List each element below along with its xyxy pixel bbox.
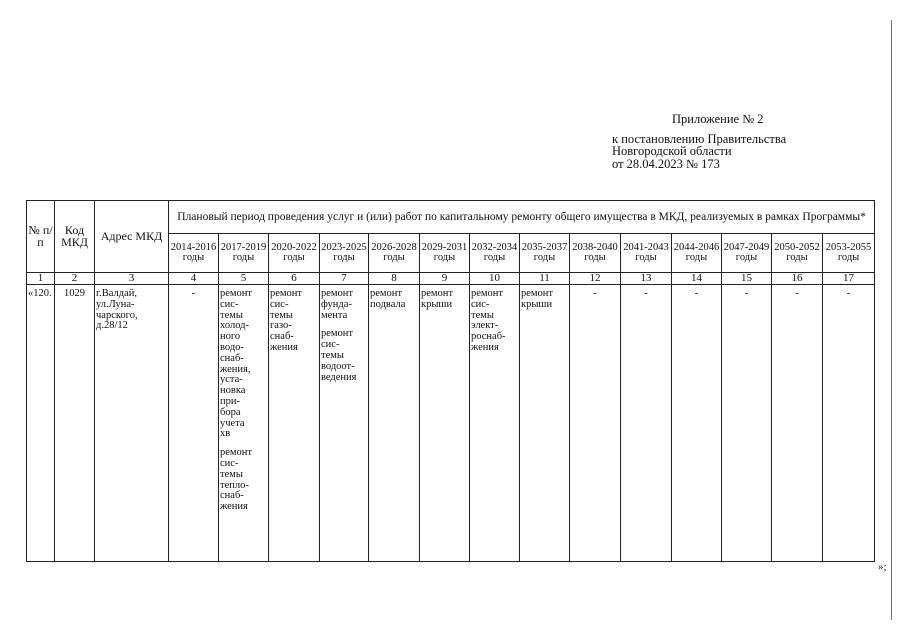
- annex-line-1: к постановлению Правительства: [612, 131, 787, 146]
- period-header: 2017-2019 годы: [219, 234, 269, 273]
- period-header: 2053-2055 годы: [823, 234, 875, 273]
- period-header: 2020-2022 годы: [269, 234, 320, 273]
- column-number: 6: [269, 273, 320, 285]
- row-code: 1029: [55, 285, 95, 562]
- column-number: 7: [320, 273, 369, 285]
- cell-2020-2022: [269, 285, 320, 562]
- column-number: 12: [570, 273, 621, 285]
- column-number: 4: [169, 273, 219, 285]
- period-header: 2050-2052 годы: [772, 234, 823, 273]
- period-header: 2023-2025 годы: [320, 234, 369, 273]
- row-number: «120.: [27, 285, 55, 562]
- cell-2032-2034: [470, 285, 520, 562]
- annex-title: Приложение № 2: [672, 112, 764, 126]
- header-address: Адрес МКД: [95, 201, 169, 273]
- cell-2050-2052: -: [772, 285, 823, 562]
- period-header: 2041-2043 годы: [621, 234, 672, 273]
- column-number: 2: [55, 273, 95, 285]
- column-number: 8: [369, 273, 420, 285]
- period-header: 2038-2040 годы: [570, 234, 621, 273]
- column-number: 15: [722, 273, 772, 285]
- period-header: 2032-2034 годы: [470, 234, 520, 273]
- work-heating: ремонт сис- темы тепло- снаб- жения: [220, 447, 253, 513]
- column-number: 14: [672, 273, 722, 285]
- header-num: № п/п: [27, 201, 55, 273]
- cell-2053-2055: -: [823, 285, 875, 562]
- annex-line-2: Новгородской области: [612, 144, 732, 158]
- cell-2014-2016: -: [169, 285, 219, 562]
- cell-2017-2019: [219, 285, 269, 562]
- annex-block: [612, 113, 892, 170]
- work-electricity: ремонт сис- темы элект- роснаб- жения: [471, 288, 506, 353]
- cell-2023-2025: [320, 285, 369, 562]
- cell-2044-2046: -: [672, 285, 722, 562]
- column-number: 16: [772, 273, 823, 285]
- cell-2026-2028: [369, 285, 420, 562]
- period-header: 2029-2031 годы: [420, 234, 470, 273]
- header-code: Код МКД: [55, 201, 95, 273]
- column-number: 5: [219, 273, 269, 285]
- annex-line-3: от 28.04.2023 № 173: [612, 156, 720, 171]
- column-number: 10: [470, 273, 520, 285]
- cell-2047-2049: -: [722, 285, 772, 562]
- work-gas: ремонт сис- темы газо- снаб- жения: [270, 288, 303, 353]
- cell-2035-2037: [520, 285, 570, 562]
- period-header: 2026-2028 годы: [369, 234, 420, 273]
- work-cold-water: ремонт сис- темы холод- ного водо- снаб- жения, уста- новка при- бора учета хв: [220, 288, 253, 440]
- column-number: 11: [520, 273, 570, 285]
- column-number: 1: [27, 273, 55, 285]
- period-header: 2035-2037 годы: [520, 234, 570, 273]
- cell-2038-2040: -: [570, 285, 621, 562]
- cell-2029-2031: [420, 285, 470, 562]
- header-planned-period: Плановый период проведения услуг и (или) работ по капитальному ремонту общего имущества в МКД, реализуемых в рамках Программы*: [169, 201, 875, 234]
- column-number: 13: [621, 273, 672, 285]
- row-address: г.Валдай, ул.Луна-чарского, д.28/12: [95, 285, 169, 562]
- column-number: 3: [95, 273, 169, 285]
- program-table: [26, 200, 875, 562]
- work-foundation: ремонт фунда- мента: [321, 288, 354, 321]
- period-header: 2047-2049 годы: [722, 234, 772, 273]
- column-number: 9: [420, 273, 470, 285]
- period-header: 2014-2016 годы: [169, 234, 219, 273]
- closing-quote: »;: [878, 561, 887, 573]
- work-sewerage: ремонт сис- темы водоот- ведения: [321, 328, 357, 383]
- work-basement: ремонт подвала: [370, 288, 406, 310]
- cell-2041-2043: -: [621, 285, 672, 562]
- column-number: 17: [823, 273, 875, 285]
- table-row: [27, 285, 875, 562]
- work-roof: ремонт крыши: [521, 288, 554, 310]
- page-edge-divider: [891, 20, 892, 620]
- work-roof: ремонт крыши: [421, 288, 454, 310]
- period-header: 2044-2046 годы: [672, 234, 722, 273]
